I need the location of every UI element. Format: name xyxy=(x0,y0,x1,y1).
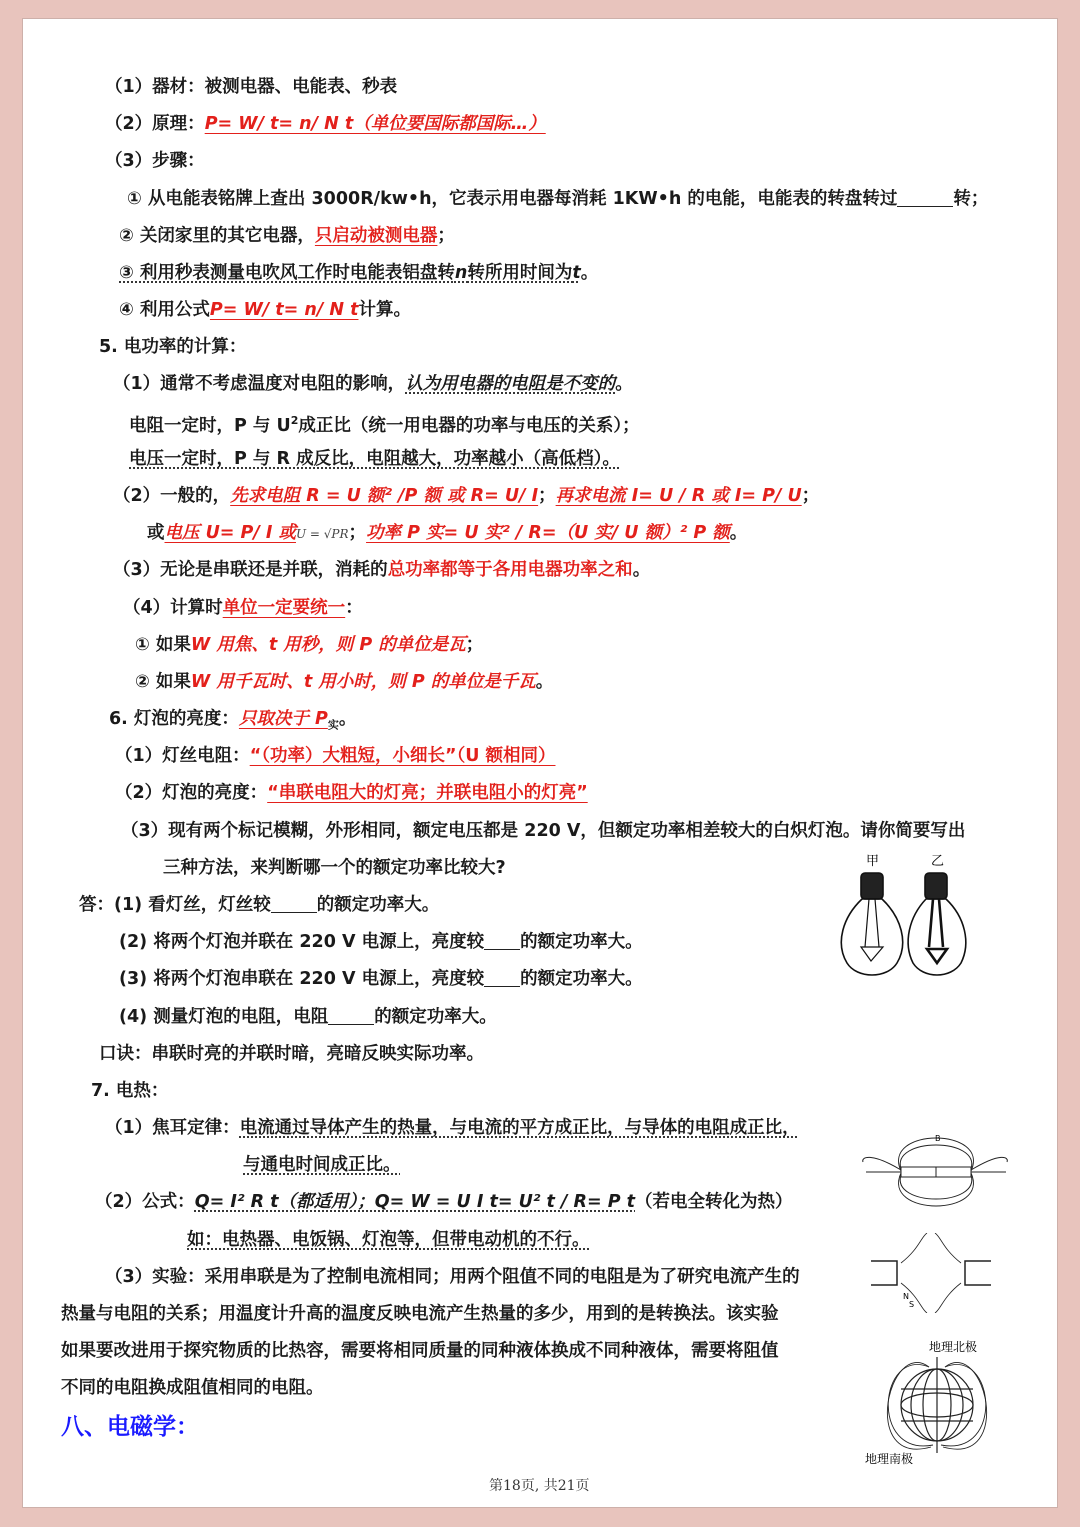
joule-law-cont: 与通电时间成正比。 xyxy=(243,1155,401,1175)
power-calc-1: （1）通常不考虑温度对电阻的影响，认为用电器的电阻是不变的。 xyxy=(113,374,633,394)
answer-4: (4) 测量灯泡的电阻，电阻 的额定功率大。 xyxy=(119,1007,497,1027)
line-steps: （3）步骤： xyxy=(105,151,205,171)
section-7-title: 7. 电热： xyxy=(91,1081,169,1101)
section-heading-electromagnetism: 八、电磁学： xyxy=(61,1414,199,1440)
step-2: ② 关闭家里的其它电器，只启动被测电器； xyxy=(119,226,455,246)
heat-formula: （2）公式：Q= I² R t（都适用）；Q= W = U I t= U² t / R= P t（若电全转化为热） xyxy=(95,1192,793,1212)
experiment-line-3: 如果要改进用于探究物质的比热容，需要将相同质量的同种液体换成不同种液体，需要将阻值 xyxy=(61,1341,779,1361)
bulb-question: （3）现有两个标记模糊，外形相同，额定电压都是 220 V，但额定功率相差较大的白炽灯泡。请你简要写出 xyxy=(121,821,966,841)
bar-magnet-field-figure xyxy=(861,1127,1011,1217)
bulb-yi-icon xyxy=(908,873,966,975)
geo-north-label: 地理北极 xyxy=(929,1340,978,1354)
compass-n-label: N xyxy=(903,1292,909,1301)
page-footer: 第18页, 共21页 xyxy=(489,1478,590,1494)
unit-rule-2: ② 如果W 用千瓦时、t 用小时，则 P 的单位是千瓦。 xyxy=(135,672,554,692)
unit-rule-1: ① 如果W 用焦、t 用秒，则 P 的单位是瓦； xyxy=(135,635,484,655)
answer-3: (3) 将两个灯泡串联在 220 V 电源上，亮度较 的额定功率大。 xyxy=(119,969,643,989)
bulb-brightness: （2）灯泡的亮度：“串联电阻大的灯亮；并联电阻小的灯亮” xyxy=(115,783,588,803)
power-calc-4: （4）计算时单位一定要统一： xyxy=(123,598,363,618)
section-5-title: 5. 电功率的计算： xyxy=(99,337,247,357)
answer-2: (2) 将两个灯泡并联在 220 V 电源上，亮度较 的额定功率大。 xyxy=(119,932,643,952)
joule-law: （1）焦耳定律：电流通过导体产生的热量，与电流的平方成正比，与导体的电阻成正比， xyxy=(105,1118,800,1138)
experiment-line-2: 热量与电阻的关系；用温度计升高的温度反映电流产生热量的多少，用到的是转换法。该实验 xyxy=(61,1304,779,1324)
bulb-label-jia: 甲 xyxy=(866,854,880,869)
mnemonic: 口诀：串联时亮的并联时暗，亮暗反映实际功率。 xyxy=(99,1044,484,1064)
document-page xyxy=(22,18,1058,1508)
two-bulbs-figure xyxy=(831,851,981,981)
step-4: ④ 利用公式P= W/ t= n/ N t计算。 xyxy=(119,300,411,320)
step-3: ③ 利用秒表测量电吹风工作时电能表铝盘转n转所用时间为t。 xyxy=(119,263,599,283)
bulb-jia-icon xyxy=(841,873,902,975)
bulb-label-yi: 乙 xyxy=(931,854,945,869)
compass-s-label: S xyxy=(909,1300,915,1309)
power-calc-1-resistance: 电阻一定时，P 与 $U^2$成正比（统一用电器的功率与电压的关系）； xyxy=(129,414,640,436)
magnet-label-b: B xyxy=(935,1134,941,1143)
section-6-title: 6. 灯泡的亮度：只取决于 $P_实$。 xyxy=(109,709,357,732)
magnet-poles-figure xyxy=(869,1233,999,1313)
power-calc-2: （2）一般的，先求电阻 R = U 额² /P 额 或 R= U/ I；再求电流 I= U / R 或 I= P/ U； xyxy=(113,486,820,506)
bulb-question-cont: 三种方法，来判断哪一个的额定功率比较大? xyxy=(163,858,506,878)
experiment-line-4: 不同的电阻换成阻值相同的电阻。 xyxy=(61,1378,324,1398)
power-calc-3: （3）无论是串联还是并联，消耗的总功率都等于各用电器功率之和。 xyxy=(113,560,651,580)
experiment-line-1: （3）实验：采用串联是为了控制电流相同；用两个阻值不同的电阻是为了研究电流产生的 xyxy=(105,1267,800,1287)
line-principle: （2）原理：P= W/ t= n/ N t（单位要国际都国际…） xyxy=(105,114,546,134)
earth-magnetic-field-figure xyxy=(859,1337,1009,1467)
answer-1: 答：(1) 看灯丝，灯丝较 的额定功率大。 xyxy=(79,895,440,915)
power-calc-2-cont: 或电压 U= P/ I 或U = √PR；功率 P 实= U 实² / R=（U 实/ U 额）² P 额。 xyxy=(147,523,748,543)
heat-formula-example: 如：电热器、电饭锅、灯泡等，但带电动机的不行。 xyxy=(187,1230,590,1250)
bulb-filament: （1）灯丝电阻：“（功率）大粗短，小细长”（U 额相同） xyxy=(115,746,556,766)
line-equipment: （1）器材：被测电器、电能表、秒表 xyxy=(105,77,398,97)
geo-south-label: 地理南极 xyxy=(865,1452,914,1466)
power-calc-1-voltage: 电压一定时，P 与 R 成反比，电阻越大，功率越小（高低档）。 xyxy=(129,449,620,469)
step-1: ① 从电能表铭牌上查出 3000R/kw•h，它表示用电器每消耗 1KW•h 的电能，电能表的转盘转过 转； xyxy=(127,189,989,209)
